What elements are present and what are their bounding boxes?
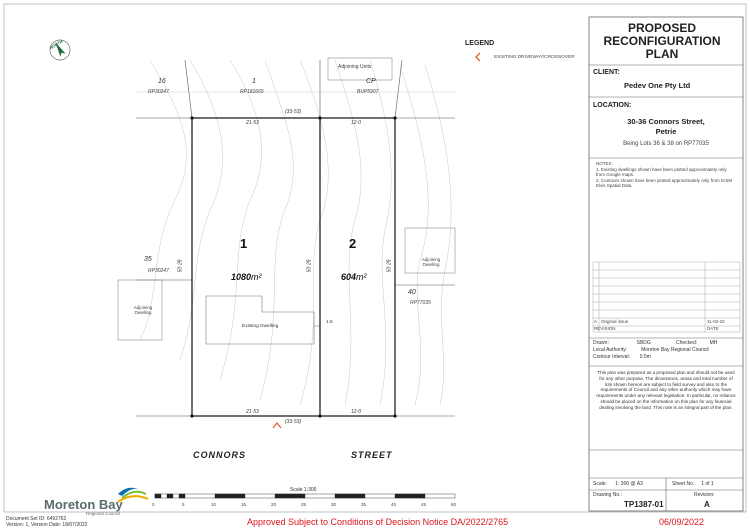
lot-2-number: 2: [349, 236, 357, 251]
legend-item-crossover: EXISTING DRIVEWAY/CROSSOVER: [494, 55, 575, 60]
scale-bar-ticks: 0 5 10 15 20 25 30 35 40 45 50: [152, 502, 457, 507]
client-name: Pedev One Pty Ltd: [624, 81, 691, 90]
adjoining-units-label: Adjoining Units: [338, 64, 372, 70]
adjoining-plan-16: RP30247: [148, 89, 169, 95]
legend-title: LEGEND: [465, 40, 495, 47]
adjoining-lot-1: 1: [252, 78, 256, 85]
checked-info: Checked: MH: [676, 340, 718, 346]
adjoining-plan-35: RP30247: [148, 268, 169, 274]
existing-dwelling-label: Existing Dwelling: [242, 324, 279, 329]
dim-bottom-lot1: 21·53: [246, 409, 259, 415]
drawing-info: Drawn: SBDG Local Authority: Moreton Bay Regional Council Contour Interval: 0.5m: [593, 340, 709, 360]
lot-1-number: 1: [240, 236, 248, 251]
street-name-connors: CONNORS: [193, 450, 247, 460]
legend-crossover-icon: [476, 53, 480, 61]
dim-bottom-total: (33·53): [285, 419, 302, 425]
note-2: 2. Contours shown have been plotted approximately only from ICSM Elvis Spatial Data.: [596, 177, 733, 188]
driveway-crossover-icon: [273, 423, 281, 428]
corner-marks: [190, 116, 396, 417]
version-date: Version: 1, Version Date: 18/07/2022: [6, 522, 88, 528]
lot-2-area: 604m²: [341, 272, 367, 282]
approval-notice: Approved Subject to Conditions of Decision Notice DA/2022/2765: [247, 517, 509, 527]
adjoining-plan-cp: BUP5907: [357, 89, 379, 95]
notes-block: [596, 161, 736, 189]
location-lots: Being Lots 36 & 38 on RP77035: [623, 141, 709, 147]
rev-date: 11-02-22: [707, 319, 725, 324]
adjoining-dwelling-west-label: Adjoining Dwelling: [133, 305, 153, 315]
note-1: 1. Existing dwellings shown have been plotted approximately only from Google maps.: [596, 166, 727, 177]
adjoining-plan-1: RP181665: [240, 89, 264, 95]
lot-1-area: 1080m²: [231, 272, 262, 282]
client-label: CLIENT:: [593, 69, 620, 76]
dim-top-total: (33·53): [285, 109, 302, 115]
revision-label: Revision:: [694, 492, 715, 498]
dwelling-offset: 1.5: [326, 320, 333, 325]
location-label: LOCATION:: [593, 102, 632, 109]
street-name-street: STREET: [351, 450, 393, 460]
location-street: 30-36 Connors Street,: [627, 117, 705, 126]
dim-top-lot2: 12·0: [351, 120, 362, 126]
sheet-info: Sheet No.: 1 of 1: [672, 481, 714, 487]
adjoining-lot-35: 35: [144, 256, 152, 263]
council-logo-text: Moreton Bay: [44, 497, 123, 512]
adjoining-dwelling-east-label: Adjoining Dwelling: [421, 257, 441, 267]
drawing-no-label: Drawing No.:: [593, 492, 622, 498]
north-label: NORTH: [48, 38, 64, 51]
dim-middle-side: 50·29: [306, 259, 313, 273]
rev-letter: A: [594, 319, 598, 324]
existing-dwelling-footprint: [206, 296, 314, 344]
dim-bottom-lot2: 12·0: [351, 409, 362, 415]
dim-top-lot1: 21·53: [246, 120, 259, 126]
disclaimer-text: This plan was prepared as a proposed plan and should not be used for any other purpose. The dimensions, areas and total number of lots shown hereon are subject to field survey and also to the requirements of Council and any other authority which may have requirements under any relevant legislation. In particular, no reliance should be placed on the information on this plan for any financial dealing involving the land. This note is an integral part of the plan.: [596, 370, 736, 410]
scale-bar: [155, 494, 455, 498]
adjoining-plan-40: RP77035: [410, 300, 431, 306]
approval-date: 06/09/2022: [659, 517, 705, 527]
date-header: DATE: [707, 326, 719, 331]
adjoining-lot-cp: CP: [366, 78, 376, 85]
document-set-id: Document Set ID: 6492762: [6, 516, 67, 522]
council-logo-sub: Regional Council: [86, 511, 121, 516]
adjoining-lot-40: 40: [408, 289, 416, 296]
dim-east-side: 50·29: [386, 259, 393, 273]
drawing-number: TP1387-01: [624, 500, 664, 509]
scale-bar-label: Scale 1:300: [290, 487, 317, 493]
revision-value: A: [704, 500, 710, 509]
revision-header: REVISION: [594, 326, 616, 331]
location-suburb: Petrie: [655, 127, 677, 136]
title-block-frame: [589, 17, 743, 511]
adjoining-lot-16: 16: [158, 78, 166, 85]
rev-desc: Original issue: [601, 319, 629, 324]
dim-west-side: 50·29: [177, 259, 184, 273]
plan-title: PROPOSED RECONFIGURATION PLAN: [603, 21, 721, 61]
scale-info: Scale: 1: 300 @ A3: [593, 481, 643, 487]
notes-label: NOTES:: [596, 161, 613, 166]
